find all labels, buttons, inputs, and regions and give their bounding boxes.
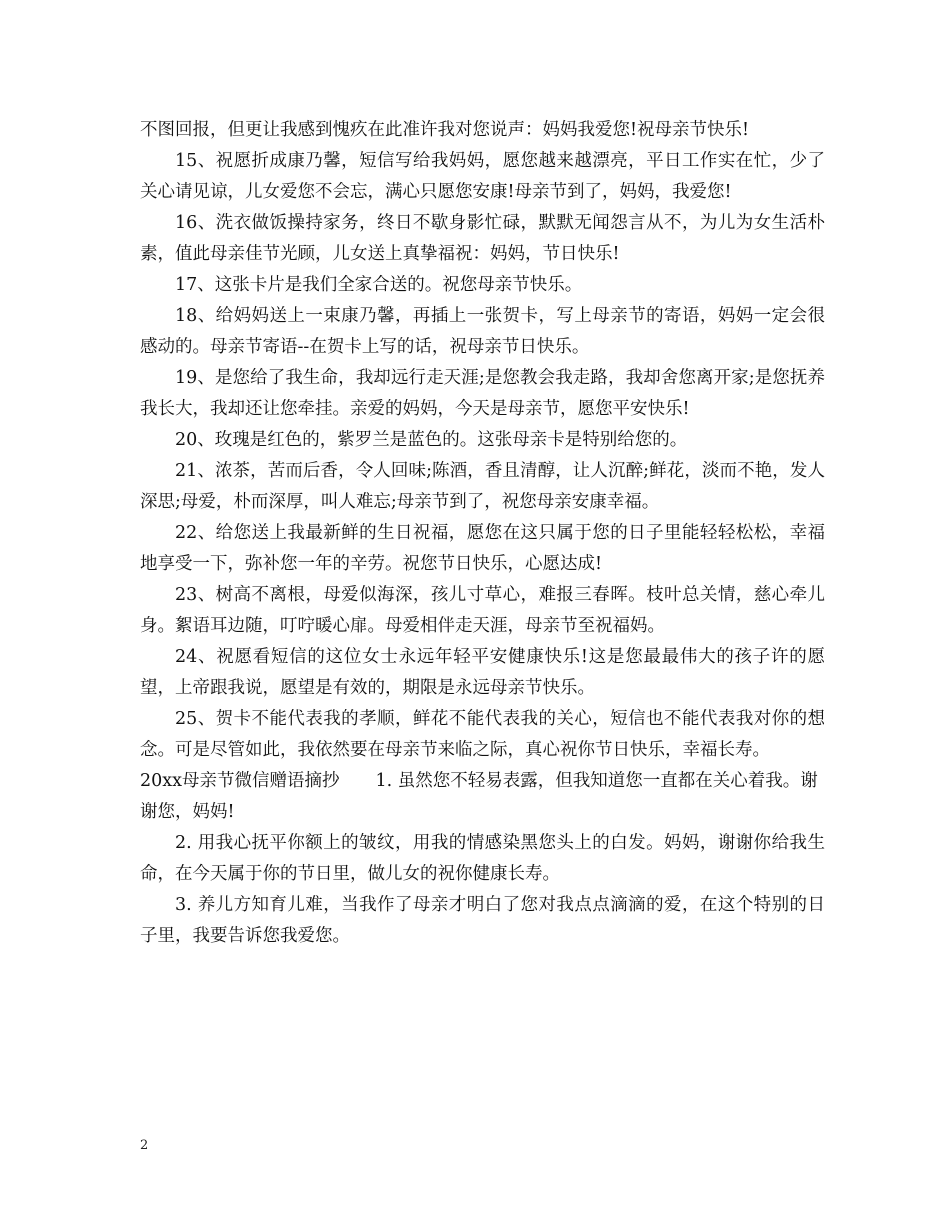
list-item-3: 3. 养儿方知育儿难，当我作了母亲才明白了您对我点点滴滴的爱，在这个特别的日子里，我要告诉您我爱您。	[140, 895, 825, 946]
document-body	[140, 115, 825, 952]
paragraph-24: 24、祝愿看短信的这位女士永远年轻平安健康快乐!这是您最最伟大的孩子许的愿望，上帝跟我说，愿望是有效的，期限是永远母亲节快乐。	[140, 647, 825, 698]
paragraph-16: 16、洗衣做饭操持家务，终日不歇身影忙碌，默默无闻怨言从不，为儿为女生活朴素，值此母亲佳节光顾，儿女送上真挚福祝：妈妈，节日快乐!	[140, 213, 825, 264]
paragraph-continuation: 不图回报，但更让我感到愧疚在此准许我对您说声：妈妈我爱您!祝母亲节快乐!	[140, 120, 750, 140]
paragraph-21: 21、浓茶，苦而后香，令人回味;陈酒，香且清醇，让人沉醉;鲜花，淡而不艳，发人深思;母爱，朴而深厚，叫人难忘;母亲节到了，祝您母亲安康幸福。	[140, 461, 825, 512]
section-heading: 20xx母亲节微信赠语摘抄	[140, 771, 340, 791]
paragraph-15: 15、祝愿折成康乃馨，短信写给我妈妈，愿您越来越漂亮，平日工作实在忙，少了关心请见谅，儿女爱您不会忘，满心只愿您安康!母亲节到了，妈妈，我爱您!	[140, 151, 825, 202]
paragraph-22: 22、给您送上我最新鲜的生日祝福，愿您在这只属于您的日子里能轻轻松松，幸福地享受一下，弥补您一年的辛劳。祝您节日快乐，心愿达成!	[140, 523, 825, 574]
section-heading-line	[140, 766, 825, 828]
page-number: 2	[140, 1138, 149, 1153]
paragraph-19: 19、是您给了我生命，我却远行走天涯;是您教会我走路，我却舍您离开家;是您抚养我长大，我却还让您牵挂。亲爱的妈妈，今天是母亲节，愿您平安快乐!	[140, 368, 825, 419]
paragraph-25: 25、贺卡不能代表我的孝顺，鲜花不能代表我的关心，短信也不能代表我对你的想念。可是尽管如此，我依然要在母亲节来临之际，真心祝你节日快乐，幸福长寿。	[140, 709, 825, 760]
paragraph-17: 17、这张卡片是我们全家合送的。祝您母亲节快乐。	[175, 275, 583, 295]
paragraph-23: 23、树高不离根，母爱似海深，孩儿寸草心，难报三春晖。枝叶总关情，慈心牵儿身。絮语耳边随，叮咛暖心扉。母爱相伴走天涯，母亲节至祝福妈。	[140, 585, 825, 636]
paragraph-20: 20、玫瑰是红色的，紫罗兰是蓝色的。这张母亲卡是特别给您的。	[175, 430, 688, 450]
list-item-1: 1. 虽然您不轻易表露，但我知道您一直都在关心着我。谢谢您，妈妈!	[140, 771, 818, 822]
list-item-2: 2. 用我心抚平你额上的皱纹，用我的情感染黑您头上的白发。妈妈，谢谢你给我生命，在今天属于你的节日里，做儿女的祝你健康长寿。	[140, 833, 825, 884]
paragraph-18: 18、给妈妈送上一束康乃馨，再插上一张贺卡，写上母亲节的寄语，妈妈一定会很感动的。母亲节寄语--在贺卡上写的话，祝母亲节日快乐。	[140, 306, 825, 357]
